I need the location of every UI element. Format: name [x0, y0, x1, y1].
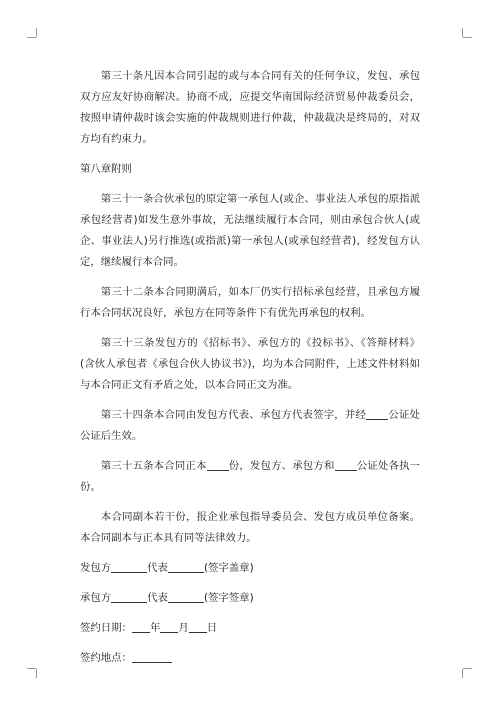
article-30: 第三十条凡因本合同引起的或与本合同有关的任何争议，发包、承包双方应友好协商解决。协商不成，应提交华南国际经济贸易仲裁委员会，按照申请仲裁时该会实施的仲裁规则进行仲裁，仲裁裁决是终局的，对双方均有约束力。 [80, 70, 420, 145]
contractor-blank[interactable] [111, 590, 147, 603]
contractor-rep-blank[interactable] [168, 590, 204, 603]
article-35-text: 第三十五条本合同正本 [100, 460, 207, 472]
document-body [80, 66, 420, 678]
contractor-note: (签字签章) [203, 592, 254, 604]
date-label: 签约日期： [80, 622, 132, 634]
year-label: 年 [149, 622, 161, 634]
contractor-signature-line [80, 588, 420, 609]
employer-note: (签字盖章) [203, 562, 254, 574]
copies-count-blank[interactable] [207, 458, 229, 471]
article-34-text: 第三十四条本合同由发包方代表、承包方代表签字，并经 [100, 409, 367, 421]
place-blank[interactable] [132, 650, 172, 663]
article-35-text-mid: 份，发包方、承包方和 [228, 460, 335, 472]
month-blank[interactable] [160, 620, 178, 633]
copies-clause: 本合同副本若干份，报企业承包指导委员会、发包方成员单位备案。本合同副本与正本具有同等法律效力。 [80, 511, 420, 544]
year-blank[interactable] [132, 620, 150, 633]
signing-place-line [80, 648, 420, 669]
day-blank[interactable] [189, 620, 207, 633]
employer-blank[interactable] [111, 560, 147, 573]
article-35 [80, 456, 420, 498]
employer-label: 发包方 [80, 562, 112, 574]
month-label: 月 [178, 622, 189, 634]
employer-rep-label: 代表 [147, 562, 168, 574]
article-34 [80, 405, 420, 447]
article-32: 第三十二条本合同期满后，如本厂仍实行招标承包经营，且承包方履行本合同状况良好，承包方在同等条件下有优先再承包的权利。 [80, 286, 420, 319]
signing-date-line [80, 618, 420, 639]
article-31: 第三十一条合伙承包的原定第一承包人(或企、事业法人承包的原指派承包经营者)如发生意外事故，无法继续履行本合同，则由承包合伙人(或企、事业法人)另行推选(或指派)第一承包人(或承包经营者)，经发包方认定，继续履行本合同。 [80, 193, 420, 268]
day-label: 日 [206, 622, 218, 634]
article-34-text-end: 公证处公证后生效。 [80, 409, 420, 442]
notary-office-blank[interactable] [335, 458, 357, 471]
article-33: 第三十三条发包方的《招标书》、承包方的《投标书》、《答辩材料》(含伙人承包者《承包合伙人协议书》)，均为本合同附件，上述文件材料如与本合同正文有矛盾之处，以本合同正文为准。 [80, 337, 420, 391]
article-35-text-end: 公证处各执一份。 [80, 460, 421, 493]
contractor-label: 承包方 [80, 592, 112, 604]
contractor-rep-label: 代表 [147, 592, 168, 604]
place-label: 签约地点： [80, 652, 132, 664]
notary-blank[interactable] [366, 407, 388, 420]
employer-rep-blank[interactable] [168, 560, 204, 573]
chapter-heading: 第八章附则 [80, 163, 132, 175]
employer-signature-line [80, 558, 420, 579]
